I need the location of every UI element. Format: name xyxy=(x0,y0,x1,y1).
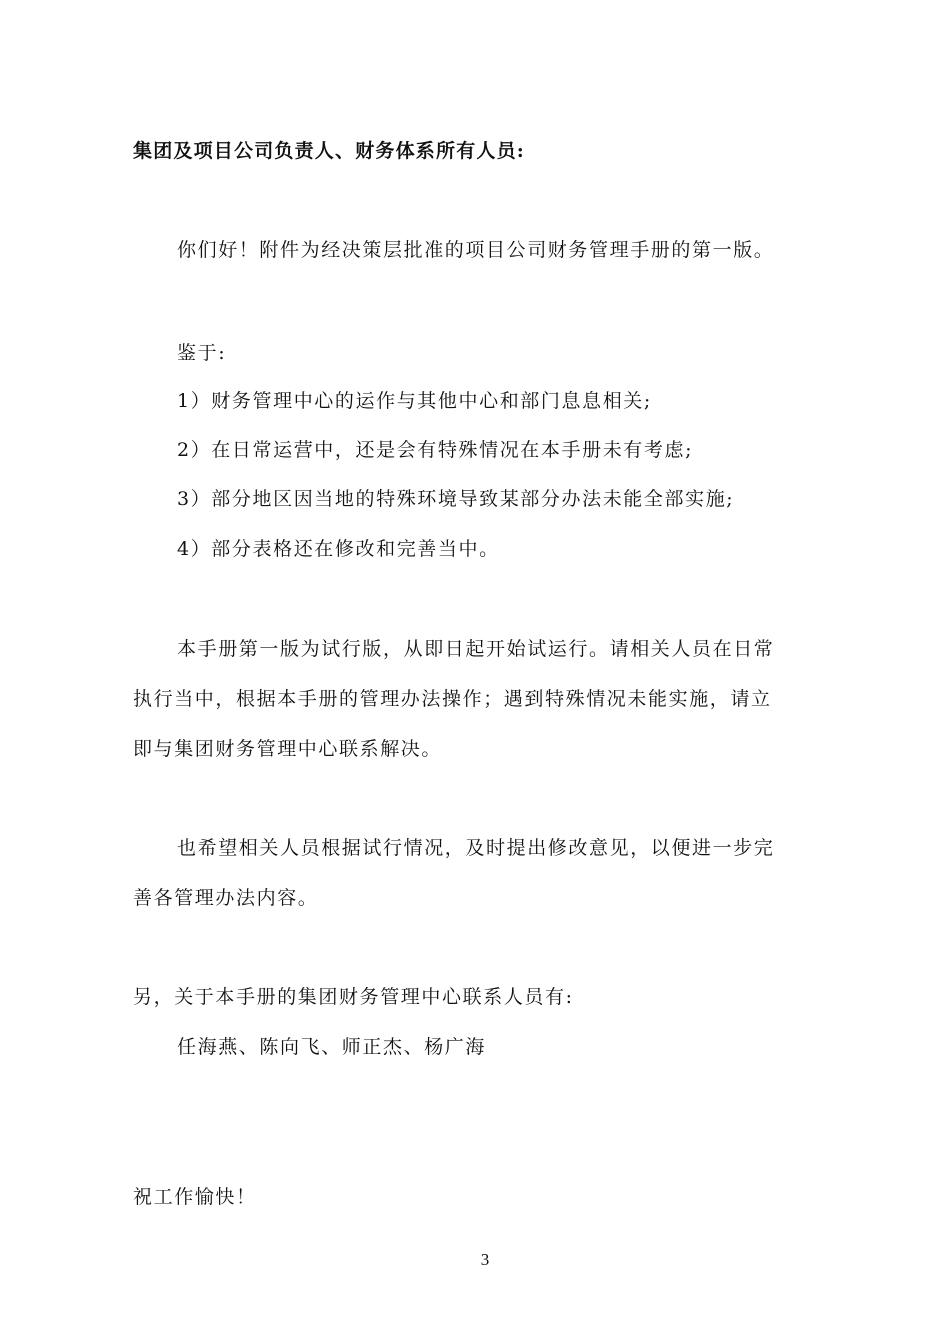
page-number: 3 xyxy=(480,1250,490,1269)
reason-item-1: 1）财务管理中心的运作与其他中心和部门息息相关; xyxy=(177,390,652,412)
feedback-paragraph-line-1: 也希望相关人员根据试行情况，及时提出修改意见，以便进一步完 xyxy=(177,837,775,859)
greeting-paragraph: 你们好！附件为经决策层批准的项目公司财务管理手册的第一版。 xyxy=(177,239,775,261)
trial-paragraph-line-2: 执行当中，根据本手册的管理办法操作；遇到特殊情况未能实施，请立 xyxy=(133,688,772,710)
salutation: 集团及项目公司负责人、财务体系所有人员: xyxy=(133,140,526,162)
trial-paragraph-line-1: 本手册第一版为试行版，从即日起开始试运行。请相关人员在日常 xyxy=(177,638,775,660)
closing-line: 祝工作愉快！ xyxy=(133,1186,257,1208)
reason-item-3: 3）部分地区因当地的特殊环境导致某部分办法未能全部实施; xyxy=(177,488,735,510)
whereas-label: 鉴于: xyxy=(177,342,227,364)
reason-item-2: 2）在日常运营中，还是会有特殊情况在本手册未有考虑; xyxy=(177,439,694,461)
contacts-names: 任海燕、陈向飞、师正杰、杨广海 xyxy=(177,1036,487,1058)
contacts-intro: 另，关于本手册的集团财务管理中心联系人员有: xyxy=(133,986,574,1008)
trial-paragraph-line-3: 即与集团财务管理中心联系解决。 xyxy=(133,738,443,760)
feedback-paragraph-line-2: 善各管理办法内容。 xyxy=(133,887,319,909)
reason-item-4: 4）部分表格还在修改和完善当中。 xyxy=(177,538,500,560)
